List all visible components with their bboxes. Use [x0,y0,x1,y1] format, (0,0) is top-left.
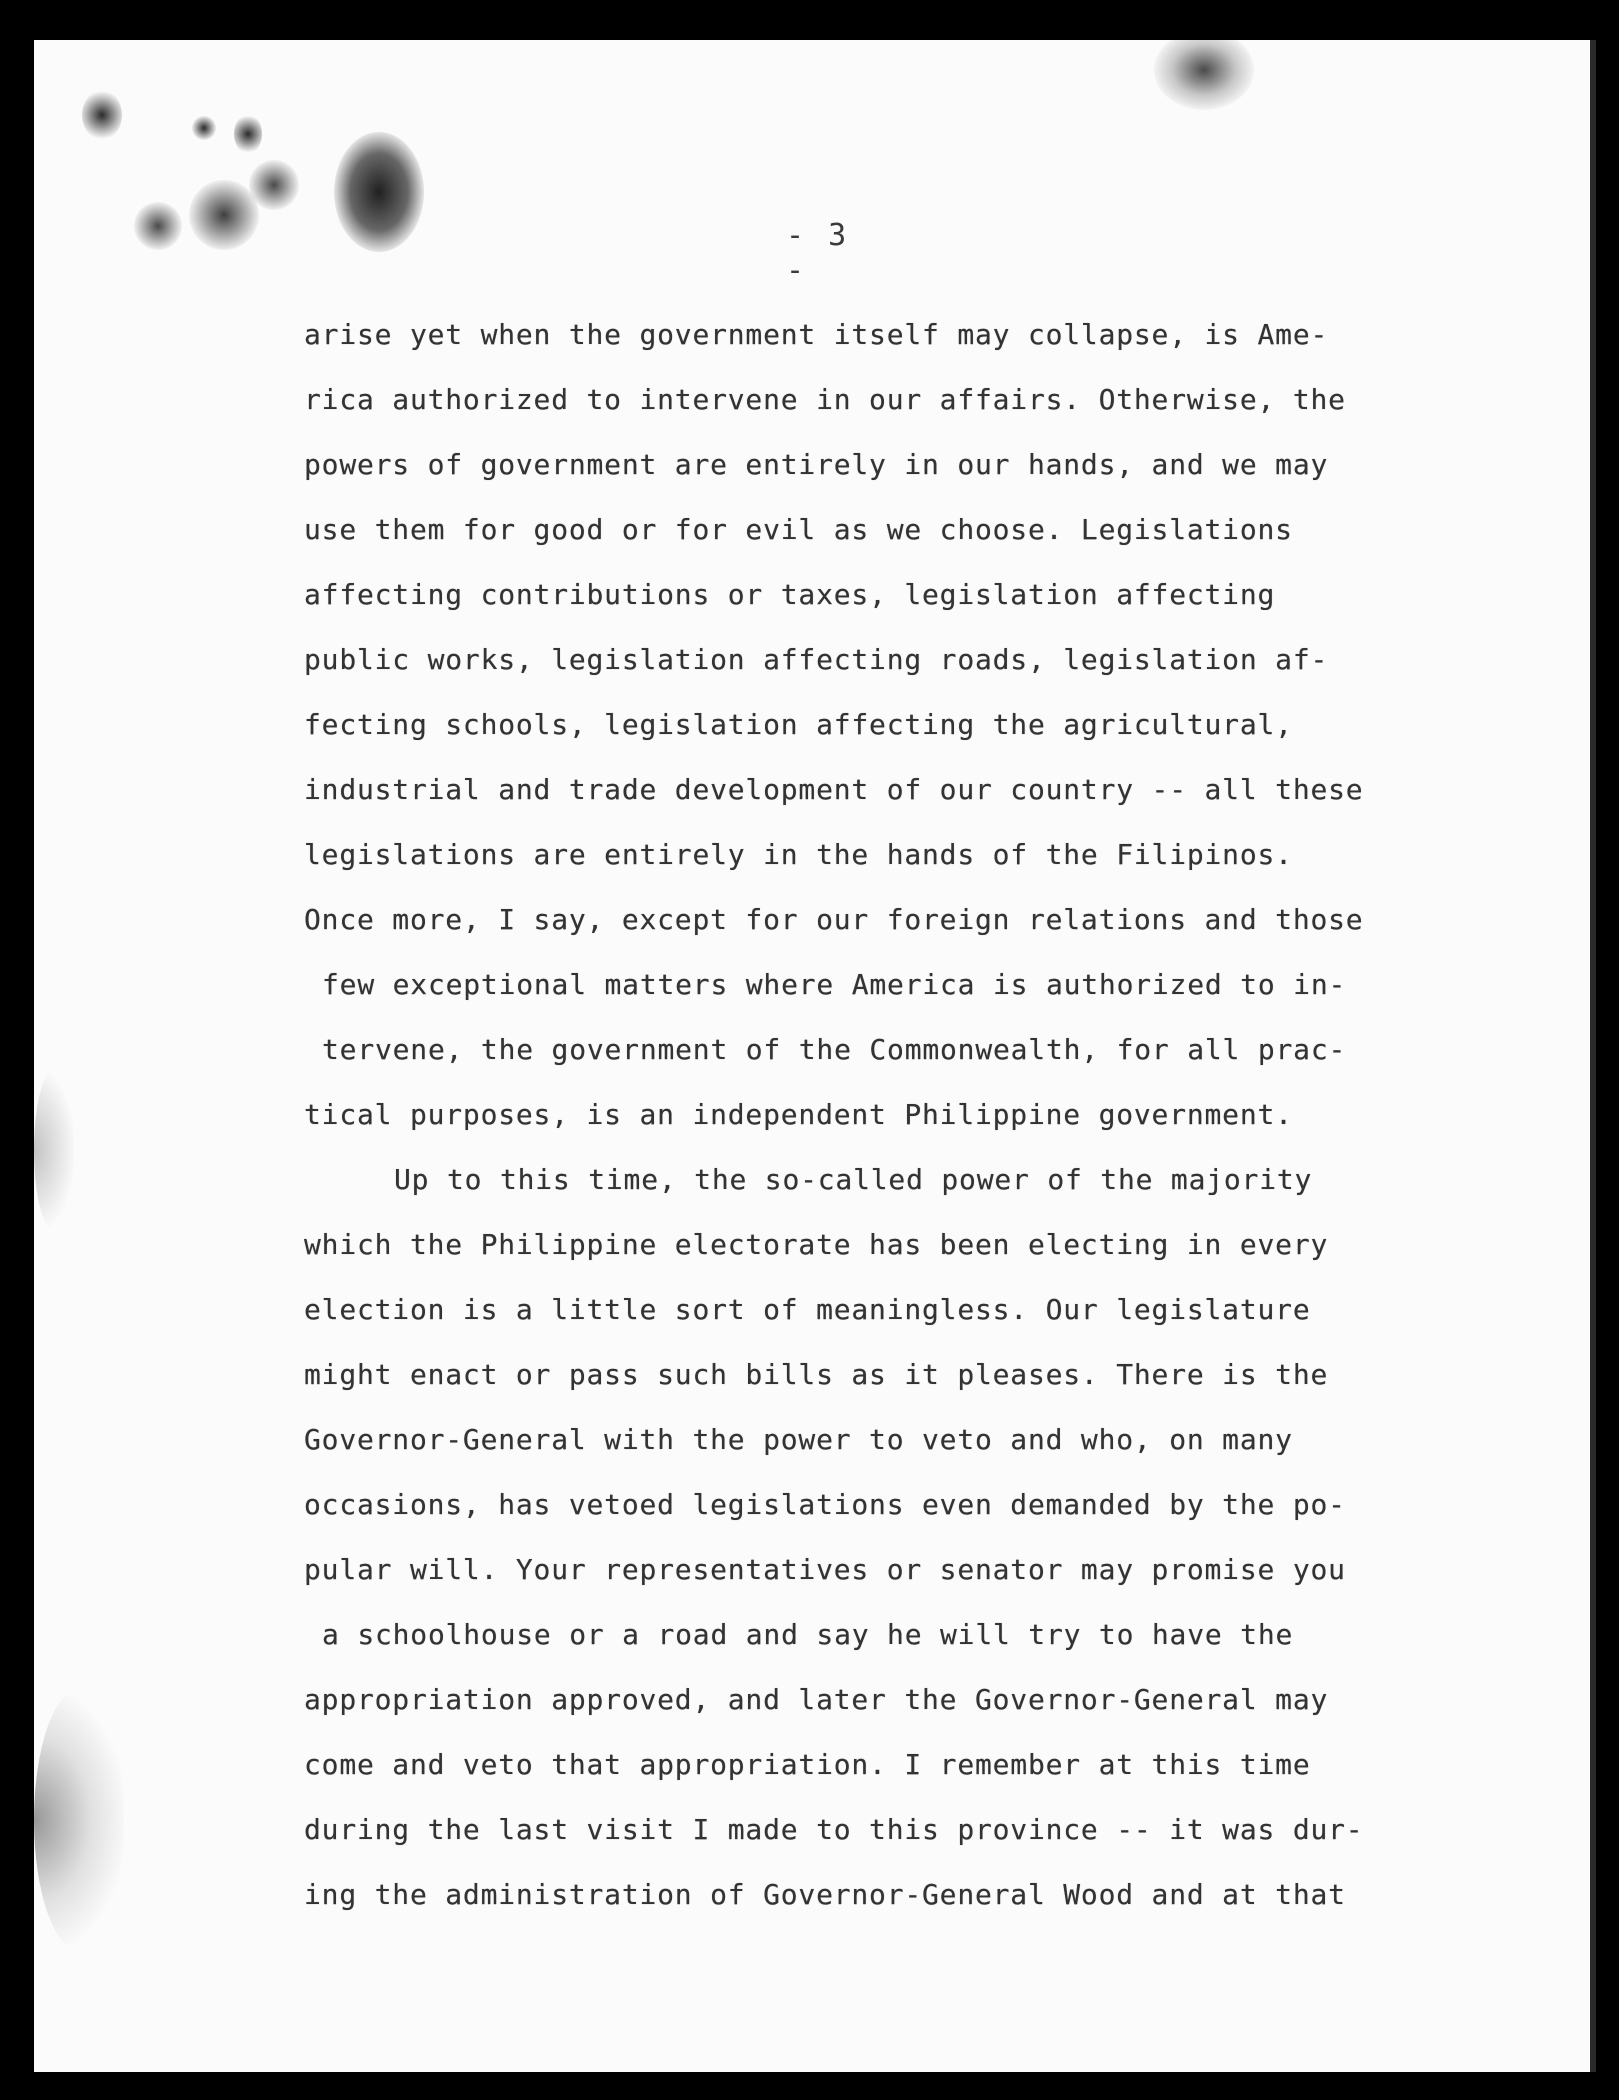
ink-blot [334,132,424,252]
text-line: Governor-General with the power to veto and who, on many [304,1423,1293,1456]
text-line: fecting schools, legislation affecting the agricultural, [304,708,1293,741]
text-line: Up to this time, the so-called power of the majority [394,1163,1313,1196]
text-line: occasions, has vetoed legislations even demanded by the po- [304,1488,1346,1521]
text-line: during the last visit I made to this province -- it was dur- [304,1813,1364,1846]
text-line: powers of government are entirely in our hands, and we may [304,448,1329,481]
text-line: public works, legislation affecting roads, legislation af- [304,643,1329,676]
text-line: election is a little sort of meaningless. Our legislature [304,1293,1311,1326]
text-line: might enact or pass such bills as it pleases. There is the [304,1358,1329,1391]
text-line: legislations are entirely in the hands of the Filipinos. [304,838,1293,871]
text-line: industrial and trade development of our country -- all these [304,773,1364,806]
text-line: a schoolhouse or a road and say he will try to have the [322,1618,1294,1651]
ink-blot [234,114,262,154]
ink-blot [192,116,216,140]
text-line: use them for good or for evil as we choose. Legislations [304,513,1293,546]
text-line: few exceptional matters where America is authorized to in- [322,968,1347,1001]
text-line: affecting contributions or taxes, legislation affecting [304,578,1276,611]
scan-shadow [34,1070,74,1230]
text-line: tical purposes, is an independent Philippine government. [304,1098,1293,1131]
text-line: Once more, I say, except for our foreign relations and those [304,903,1364,936]
text-line: come and veto that appropriation. I remember at this time [304,1748,1311,1781]
ink-blot [1154,40,1254,110]
text-line: arise yet when the government itself may collapse, is Ame- [304,318,1329,351]
ink-blot [249,160,299,210]
text-line: tervene, the government of the Commonwealth, for all prac- [322,1033,1347,1066]
ink-blot [189,180,259,250]
text-line: ing the administration of Governor-General Wood and at that [304,1878,1346,1911]
page-number: - 3 - [786,218,850,288]
text-line: rica authorized to intervene in our affairs. Otherwise, the [304,383,1346,416]
body-text [304,302,1484,1927]
text-line: appropriation approved, and later the Governor-General may [304,1683,1329,1716]
ink-blot [82,90,122,140]
scan-shadow [34,1690,124,1950]
typewritten-page [34,40,1596,2072]
text-line: which the Philippine electorate has been electing in every [304,1228,1329,1261]
ink-blot [134,202,182,250]
text-line: pular will. Your representatives or senator may promise you [304,1553,1346,1586]
